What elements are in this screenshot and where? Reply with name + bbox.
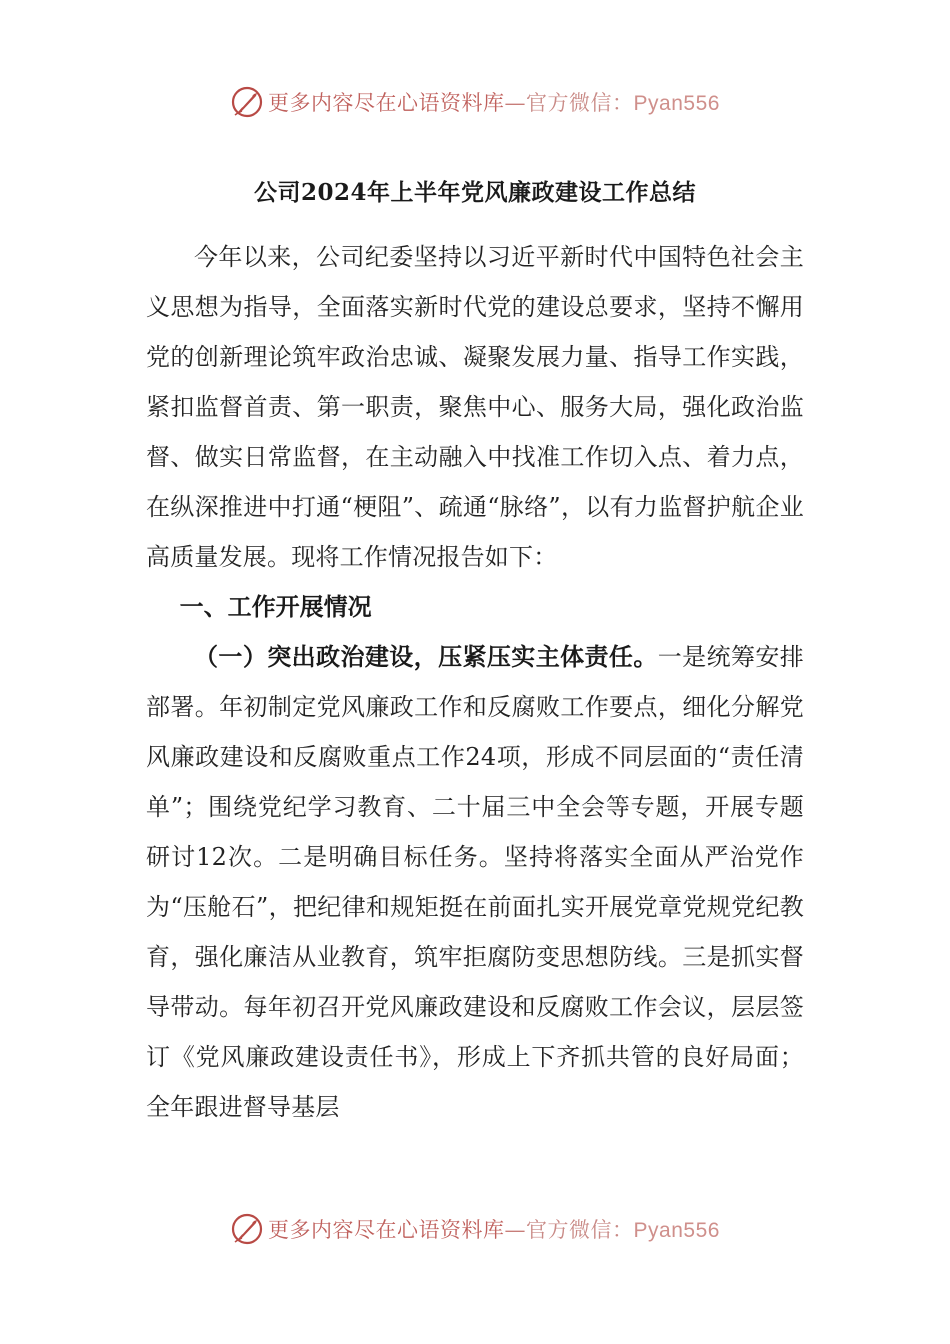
watermark-text xyxy=(268,1214,720,1244)
watermark-wechat-label: 官方微信： xyxy=(526,91,634,115)
document-title: 公司2024年上半年党风廉政建设工作总结 xyxy=(253,179,696,206)
subsection-paragraph xyxy=(146,632,804,1132)
subsection-body: 一是统筹安排部署。年初制定党风廉政工作和反腐败工作要点，细化分解党风廉政建设和反腐败重点工作24项，形成不同层面的“责任清单”；围绕党纪学习教育、二十届三中全会等专题，开展专题研讨12次。二是明确目标任务。坚持将落实全面从严治党作为“压舱石”，把纪律和规矩挺在前面扎实开展党章党规党纪教育，强化廉洁从业教育，筑牢拒腐防变思想防线。三是抓实督导带动。每年初召开党风廉政建设和反腐败工作会议，层层签订《党风廉政建设责任书》，形成上下齐抓共管的良好局面；全年跟进督导基层 xyxy=(146,643,804,1121)
watermark-text xyxy=(268,87,720,117)
watermark-wechat-label: 官方微信： xyxy=(526,1218,634,1242)
intro-paragraph: 今年以来，公司纪委坚持以习近平新时代中国特色社会主义思想为指导，全面落实新时代党的建设总要求，坚持不懈用党的创新理论筑牢政治忠诚、凝聚发展力量、指导工作实践，紧扣监督首责、第一职责，聚焦中心、服务大局，强化政治监督、做实日常监督，在主动融入中找准工作切入点、着力点，在纵深推进中打通“梗阻”、疏通“脉络”，以有力监督护航企业高质量发展。现将工作情况报告如下： xyxy=(146,243,804,571)
watermark-brand: 更多内容尽在心语资料库 xyxy=(268,91,505,115)
section-heading: 一、工作开展情况 xyxy=(179,592,372,621)
footer-watermark-banner xyxy=(0,1209,950,1249)
watermark-account: Pyan556 xyxy=(633,1219,720,1242)
header-watermark-banner xyxy=(0,82,950,122)
watermark-dash: — xyxy=(504,91,527,115)
watermark-brand: 更多内容尽在心语资料库 xyxy=(268,1218,505,1242)
document-body xyxy=(146,232,804,1132)
subsection-lead: （一）突出政治建设，压紧压实主体责任。 xyxy=(194,642,658,671)
watermark-account: Pyan556 xyxy=(633,92,720,115)
quill-pen-icon xyxy=(230,1212,264,1246)
watermark-dash: — xyxy=(504,1218,527,1242)
quill-pen-icon xyxy=(230,85,264,119)
